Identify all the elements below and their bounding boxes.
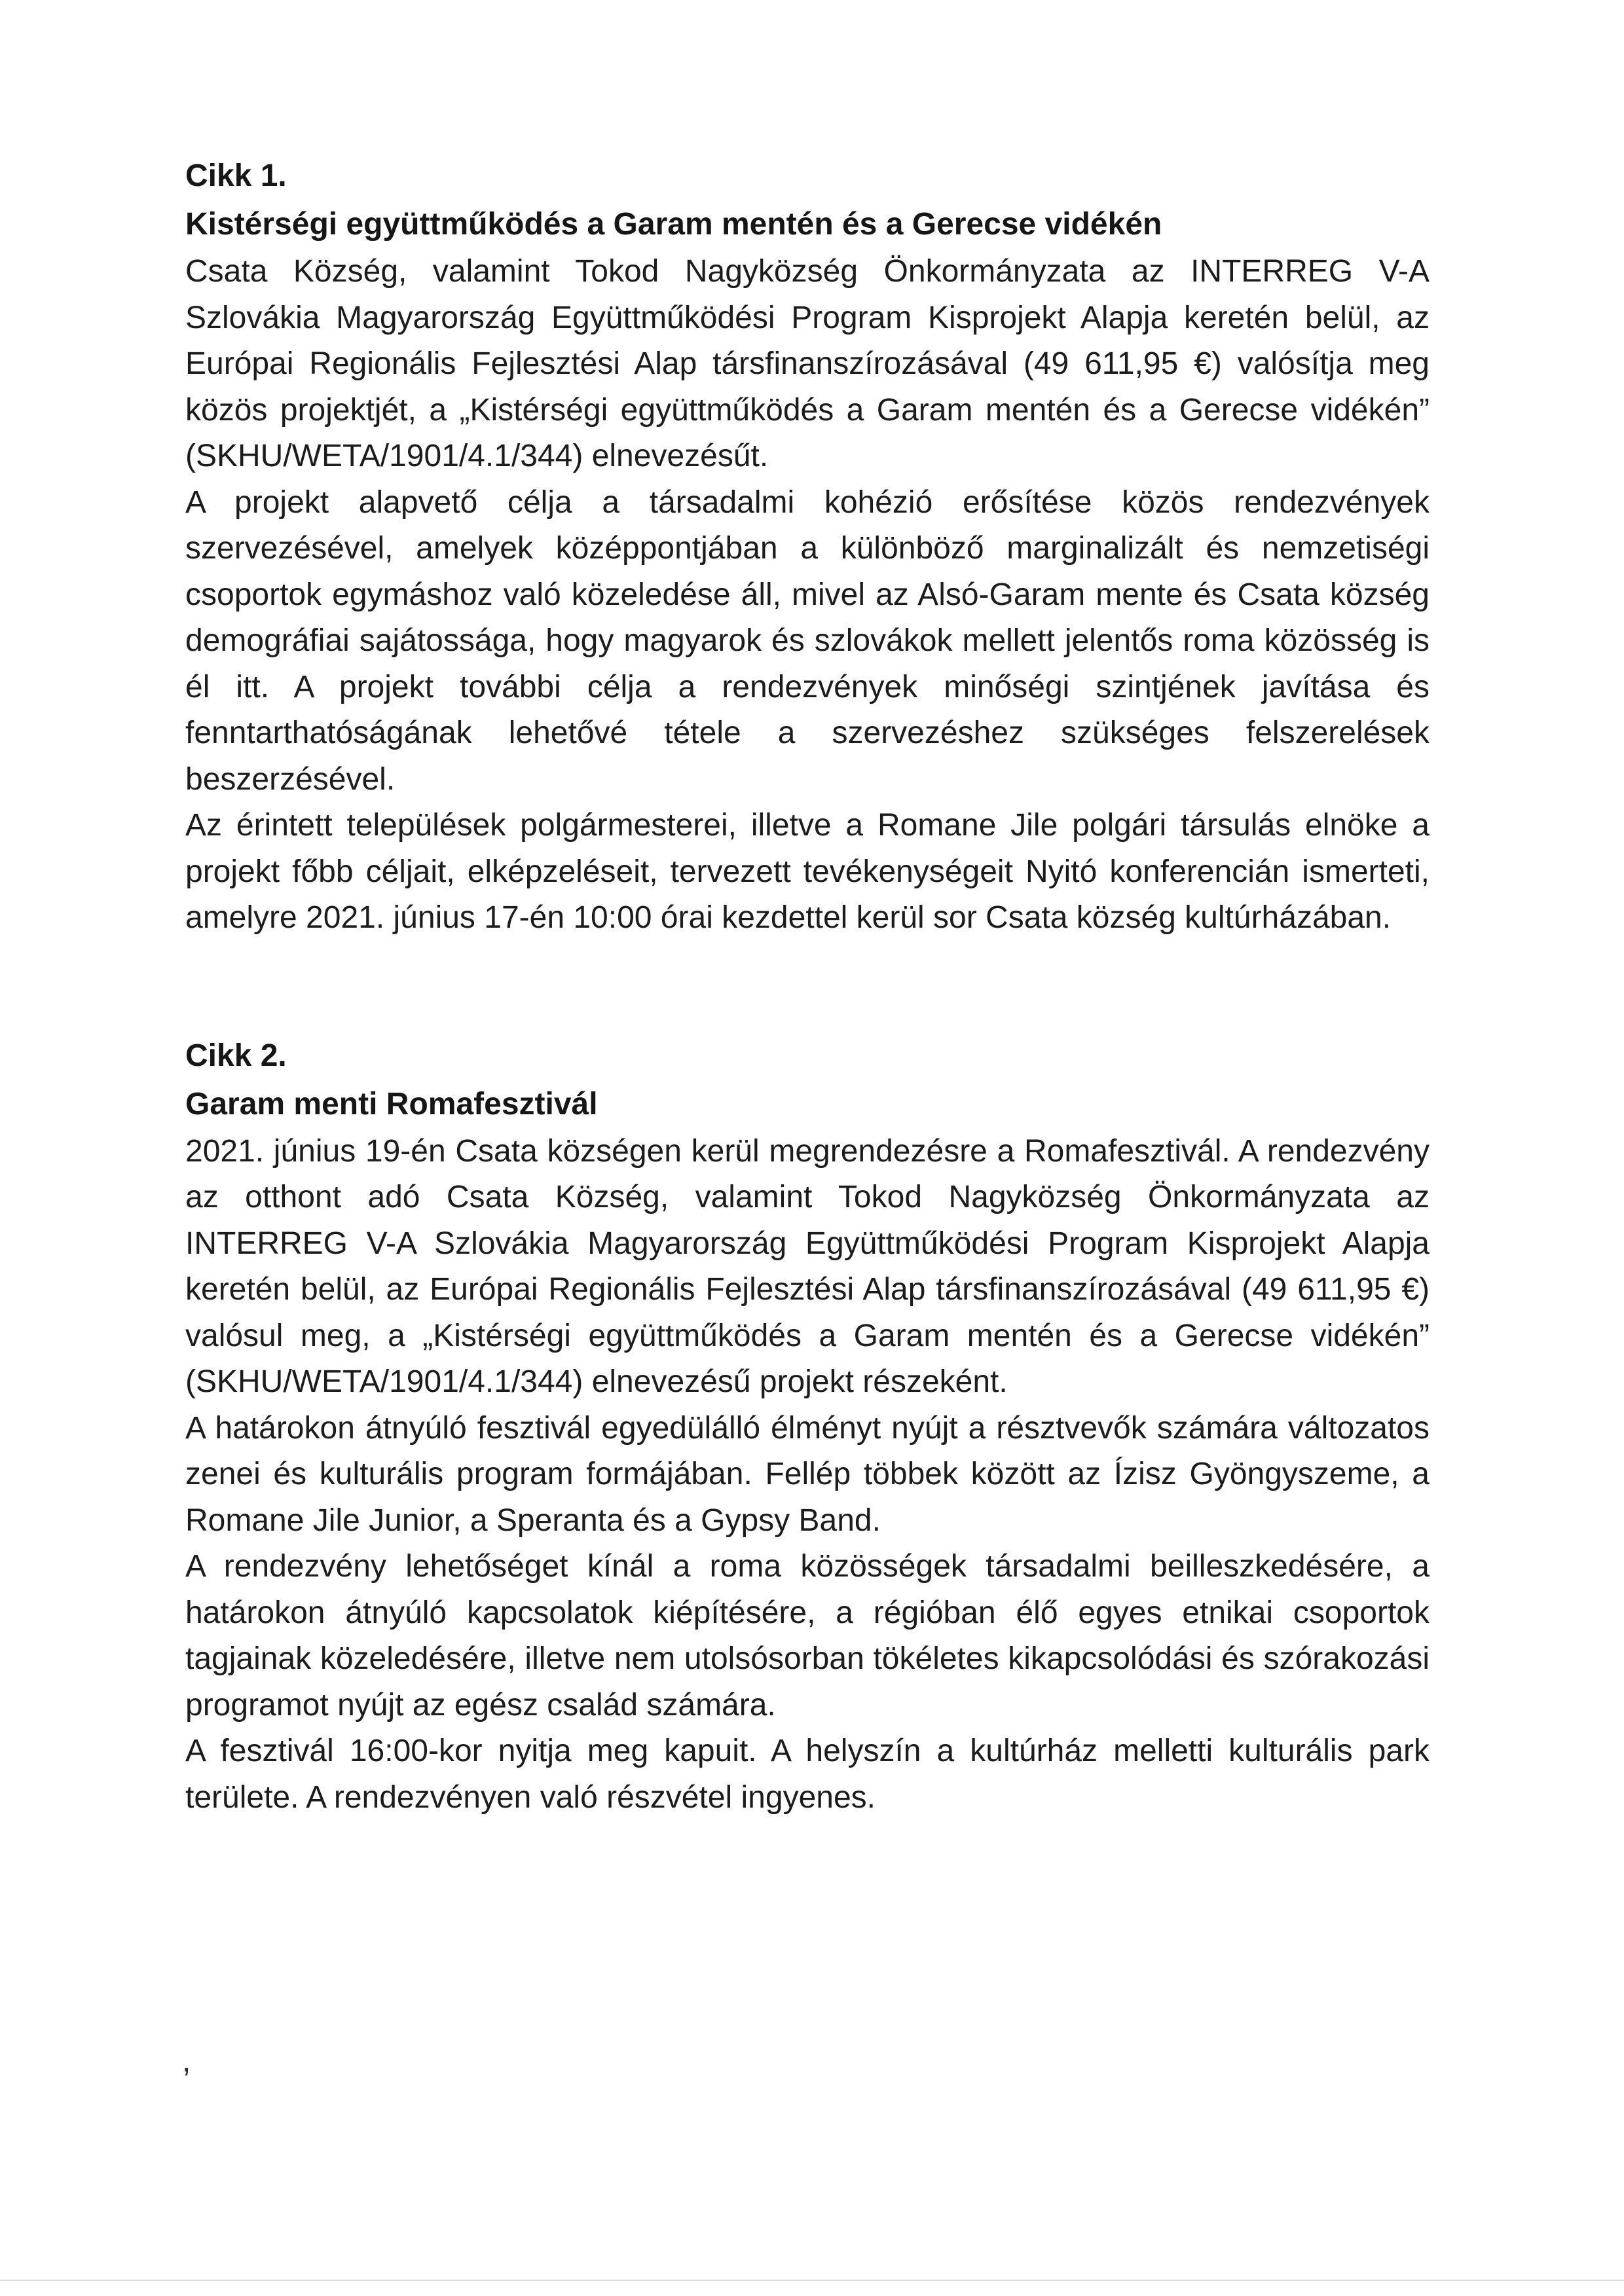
article-2-label: Cikk 2. bbox=[185, 1038, 287, 1073]
article-2-paragraph-3: A rendezvény lehetőséget kínál a roma közösségek társadalmi beilleszkedésére, a határokon átnyúló kapcsolatok kiépítésére, a régióban élő egyes etnikai csoportok tagjainak közeledésére, illetve nem utolsósorban tökéletes kikapcsolódási és szórakozási programot nyújt az egész család számára. bbox=[185, 1549, 1430, 1722]
article-1 bbox=[185, 152, 1430, 941]
article-2-paragraph-4: A fesztivál 16:00-kor nyitja meg kapuit. A helyszín a kultúrház melletti kulturális park területe. A rendezvényen való részvétel ingyenes. bbox=[185, 1734, 1430, 1815]
article-1-title: Kistérségi együttműködés a Garam mentén és a Gerecse vidékén bbox=[185, 207, 1162, 242]
article-1-paragraph-1: Csata Község, valamint Tokod Nagyközség Önkormányzata az INTERREG V-A Szlovákia Magyarország Együttműködési Program Kisprojekt Alapja keretén belül, az Európai Regionális Fejlesztési Alap társfinanszírozásával (49 611,95 €) valósítja meg közös projektjét, a „Kistérségi együttműködés a Garam mentén és a Gerecse vidékén” (SKHU/WETA/1901/4.1/344) elnevezésűt. bbox=[185, 254, 1430, 473]
article-2-title: Garam menti Romafesztivál bbox=[185, 1086, 598, 1121]
document-body bbox=[185, 152, 1430, 1821]
article-2-paragraph-2: A határokon átnyúló fesztivál egyedülálló élményt nyújt a résztvevők számára változatos zenei és kulturális program formájában. Fellép többek között az Ízisz Gyöngyszeme, a Romane Jile Junior, a Speranta és a Gypsy Band. bbox=[185, 1410, 1430, 1538]
article-separator bbox=[185, 941, 1430, 1032]
article-2-paragraph-1: 2021. június 19-én Csata községen kerül megrendezésre a Romafesztivál. A rendezvény az otthont adó Csata Község, valamint Tokod Nagyközség Önkormányzata az INTERREG V-A Szlovákia Magyarország Együttműködési Program Kisprojekt Alapja keretén belül, az Európai Regionális Fejlesztési Alap társfinanszírozásával (49 611,95 €) valósul meg, a „Kistérségi együttműködés a Garam mentén és a Gerecse vidékén” (SKHU/WETA/1901/4.1/344) elnevezésű projekt részeként. bbox=[185, 1133, 1430, 1399]
article-2 bbox=[185, 1032, 1430, 1821]
article-1-label: Cikk 1. bbox=[185, 158, 287, 193]
scan-edge-line bbox=[0, 2280, 1624, 2281]
stray-mark: , bbox=[182, 2044, 191, 2079]
article-1-paragraph-2: A projekt alapvető célja a társadalmi kohézió erősítése közös rendezvények szervezésével, amelyek középpontjában a különböző marginalizált és nemzetiségi csoportok egymáshoz való közeledése áll, mivel az Alsó-Garam mente és Csata község demográfiai sajátossága, hogy magyarok és szlovákok mellett jelentős roma közösség is él itt. A projekt további célja a rendezvények minőségi szintjének javítása és fenntarthatóságának lehetővé tétele a szervezéshez szükséges felszerelések beszerzésével. bbox=[185, 484, 1430, 797]
article-1-paragraph-3: Az érintett települések polgármesterei, illetve a Romane Jile polgári társulás elnöke a projekt főbb céljait, elképzeléseit, tervezett tevékenységeit Nyitó konferencián ismerteti, amelyre 2021. június 17-én 10:00 órai kezdettel kerül sor Csata község kultúrházában. bbox=[185, 808, 1430, 935]
